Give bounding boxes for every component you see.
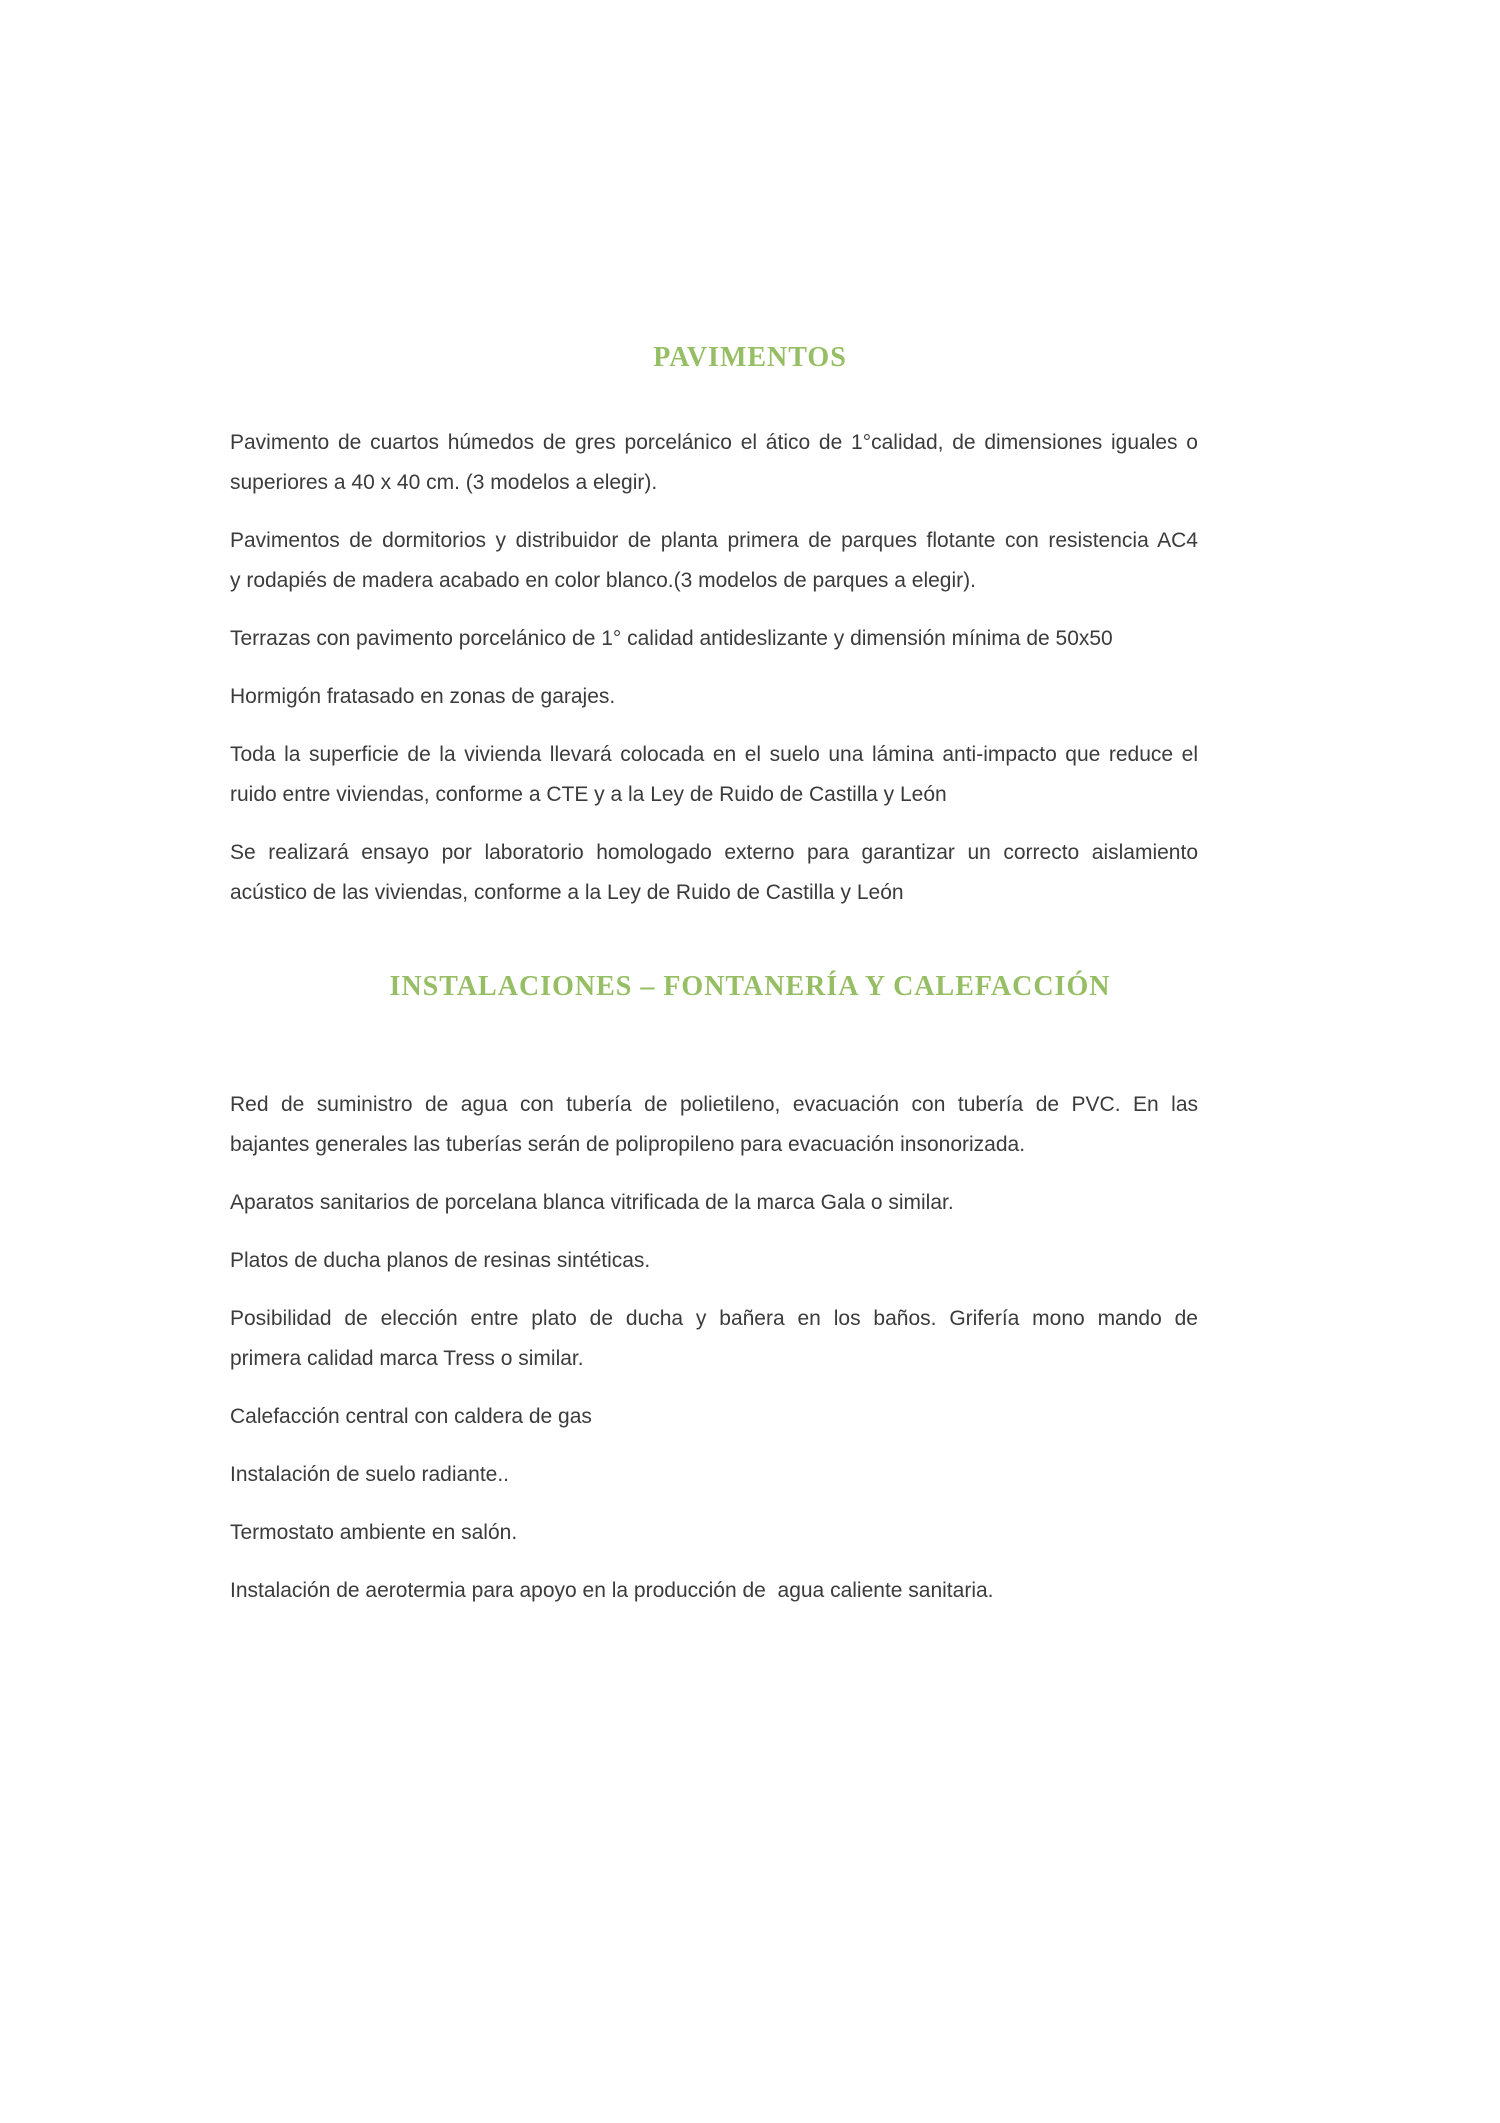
paragraph-line: acústico de las viviendas, conforme a la Ley de Ruido de Castilla y León	[230, 881, 904, 904]
paragraph	[230, 619, 1198, 659]
section	[230, 340, 1500, 913]
paragraph-line: Calefacción central con caldera de gas	[230, 1405, 592, 1428]
paragraph-line: Red de suministro de agua con tubería de polietileno, evacuación con tubería de PVC. En las	[230, 1093, 1198, 1116]
paragraph	[230, 1513, 1198, 1553]
paragraph-line: Hormigón fratasado en zonas de garajes.	[230, 685, 616, 708]
paragraph	[230, 1183, 1198, 1223]
paragraph	[230, 1085, 1198, 1165]
paragraph	[230, 1241, 1198, 1281]
paragraph	[230, 1571, 1198, 1611]
paragraph	[230, 1299, 1198, 1379]
paragraph-line: Instalación de suelo radiante..	[230, 1463, 510, 1486]
paragraph-line: y rodapiés de madera acabado en color blanco.(3 modelos de parques a elegir).	[230, 569, 976, 592]
paragraph-line: Se realizará ensayo por laboratorio homologado externo para garantizar un correcto aislamiento	[230, 841, 1198, 864]
paragraph	[230, 833, 1198, 913]
paragraph-line: Terrazas con pavimento porcelánico de 1° calidad antideslizante y dimensión mínima de 50x50	[230, 627, 1113, 650]
paragraph	[230, 1455, 1198, 1495]
paragraph-line: ruido entre viviendas, conforme a CTE y a la Ley de Ruido de Castilla y León	[230, 783, 947, 806]
paragraph-line: Instalación de aerotermia para apoyo en la producción de agua caliente sanitaria.	[230, 1579, 994, 1602]
paragraph	[230, 1397, 1198, 1437]
section-heading: INSTALACIONES – FONTANERÍA Y CALEFACCIÓN	[389, 971, 1111, 1002]
paragraph-line: superiores a 40 x 40 cm. (3 modelos a elegir).	[230, 471, 658, 494]
paragraph-line: Toda la superficie de la vivienda llevará colocada en el suelo una lámina anti-impacto que reduce el	[230, 743, 1198, 766]
paragraph	[230, 423, 1198, 503]
paragraph	[230, 735, 1198, 815]
document-body	[230, 340, 1500, 1611]
section	[230, 969, 1500, 1611]
paragraph-line: primera calidad marca Tress o similar.	[230, 1347, 584, 1370]
paragraph-line: bajantes generales las tuberías serán de polipropileno para evacuación insonorizada.	[230, 1133, 1026, 1156]
paragraph-line: Pavimento de cuartos húmedos de gres porcelánico el ático de 1°calidad, de dimensiones iguales o	[230, 431, 1198, 454]
paragraph-line: Platos de ducha planos de resinas sintéticas.	[230, 1249, 651, 1272]
paragraph-line: Pavimentos de dormitorios y distribuidor de planta primera de parques flotante con resistencia AC4	[230, 529, 1198, 552]
paragraph	[230, 677, 1198, 717]
paragraph-line: Termostato ambiente en salón.	[230, 1521, 518, 1544]
paragraph-line: Posibilidad de elección entre plato de ducha y bañera en los baños. Grifería mono mando de	[230, 1307, 1198, 1330]
paragraph	[230, 521, 1198, 601]
section-heading: PAVIMENTOS	[653, 342, 847, 373]
paragraph-line: Aparatos sanitarios de porcelana blanca vitrificada de la marca Gala o similar.	[230, 1191, 954, 1214]
